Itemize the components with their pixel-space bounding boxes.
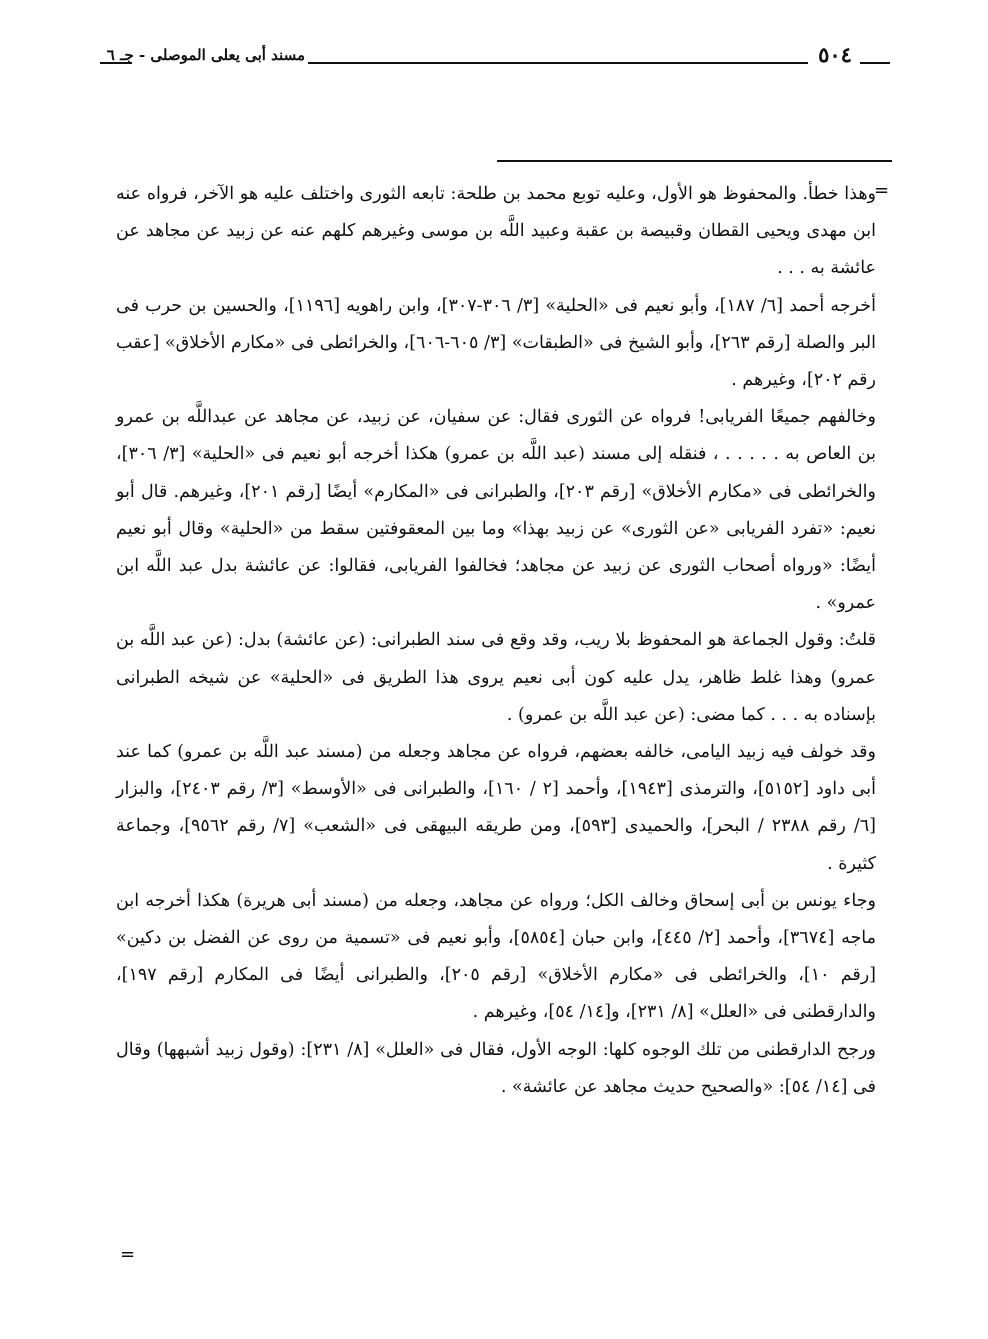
continuation-mark-end: =: [120, 1244, 136, 1265]
continuation-mark-start: =: [874, 180, 890, 201]
paragraph-5: وقد خولف فيه زبيد اليامى، خالفه بعضهم، فرواه عن مجاهد وجعله من (مسند عبد اللَّه بن عمرو) كما عند أبى داود [٥١٥٢]، والترمذى [١٩٤٣]، وأحمد [٢ / ١٦٠]، والطبرانى فى «الأوسط» [٣/ رقم ٢٤٠٣]، والبزار [٦/ رقم ٢٣٨٨ / البحر]، والحميدى [٥٩٣]، ومن طريقه البيهقى فى «الشعب» [٧/ رقم ٩٥٦٢]، وجماعة كثيرة .: [116, 742, 876, 874]
paragraph-3: وخالفهم جميعًا الفريابى! فرواه عن الثورى فقال: عن سفيان، عن زبيد، عن مجاهد عن عبداللَّه بن عمرو بن العاص به . . . . . ، فنقله إلى مسند (عبد اللَّه بن عمرو) هكذا أخرجه أبو نعيم فى «الحلية» [٣/ ٣٠٦]، والخرائطى فى «مكارم الأخلاق» [رقم ٢٠٣]، والطبرانى فى «المكارم» أيضًا [رقم ٢٠١]، وغيرهم. قال أبو نعيم: «تفرد الفريابى «عن الثورى» عن زبيد بهذا» وما بين المعقوفتين سقط من «الحلية» وقال أبو نعيم أيضًا: «ورواه أصحاب الثورى عن زبيد عن مجاهد؛ فخالفوا الفريابى، فقالوا: عن عائشة بدل عبد اللَّه ابن عمرو» .: [116, 407, 877, 614]
paragraph-4: قلتُ: وقول الجماعة هو المحفوظ بلا ريب، وقد وقع فى سند الطبرانى: (عن عائشة) بدل: (عن عبد اللَّه بن عمرو) وهذا غلط ظاهر، يدل عليه كون أبى نعيم يروى هذا الطريق فى «الحلية» عن شيخه الطبرانى بإسناده به . . . كما مضى: (عن عبد اللَّه بن عمرو) .: [116, 630, 876, 725]
page-number: ٥٠٤: [818, 42, 852, 67]
header-rule-middle: [308, 62, 808, 64]
paragraph-7: ورجح الدارقطنى من تلك الوجوه كلها: الوجه الأول، فقال فى «العلل» [٨/ ٢٣١]: (وقول زبيد أشبهها) وقال فى [١٤/ ٥٤]: «والصحيح حديث مجاهد عن عائشة» .: [116, 1039, 876, 1097]
footnote-separator: [497, 160, 892, 162]
paragraph-1: وهذا خطأ. والمحفوظ هو الأول، وعليه توبع محمد بن طلحة: تابعه الثورى واختلف عليه هو الآخر، فرواه عنه ابن مهدى ويحيى القطان وقبيصة بن عقبة وعبيد اللَّه بن موسى وغيرهم كلهم عنه عن زبيد عن مجاهد عن عائشة به . . .: [116, 184, 876, 279]
header-rule-right: [860, 62, 890, 64]
footnote-text: [116, 176, 876, 1106]
running-title: مسند أبى يعلى الموصلى - جـ ٦: [106, 46, 305, 64]
paragraph-2: أخرجه أحمد [٦/ ١٨٧]، وأبو نعيم فى «الحلية» [٣/ ٣٠٦-٣٠٧]، وابن راهويه [١١٩٦]، والحسين بن حرب فى البر والصلة [رقم ٢٦٣]، وأبو الشيخ فى «الطبقات» [٣/ ٦٠٥-٦٠٦]، والخرائطى فى «مكارم الأخلاق» [عقب رقم ٢٠٢]، وغيرهم .: [116, 295, 876, 391]
page-header: [100, 38, 890, 78]
paragraph-6: وجاء يونس بن أبى إسحاق وخالف الكل؛ ورواه عن مجاهد، وجعله من (مسند أبى هريرة) هكذا أخرجه ابن ماجه [٣٦٧٤]، وأحمد [٢/ ٤٤٥]، وابن حبان [٥٨٥٤]، وأبو نعيم فى «تسمية من روى عن الفضل بن دكين» [رقم ١٠]، والخرائطى فى «مكارم الأخلاق» [رقم ٢٠٥]، والطبرانى أيضًا فى المكارم [رقم ١٩٧]، والدارقطنى فى «العلل» [٨/ ٢٣١]، و[١٤/ ٥٤]، وغيرهم .: [116, 890, 876, 1023]
